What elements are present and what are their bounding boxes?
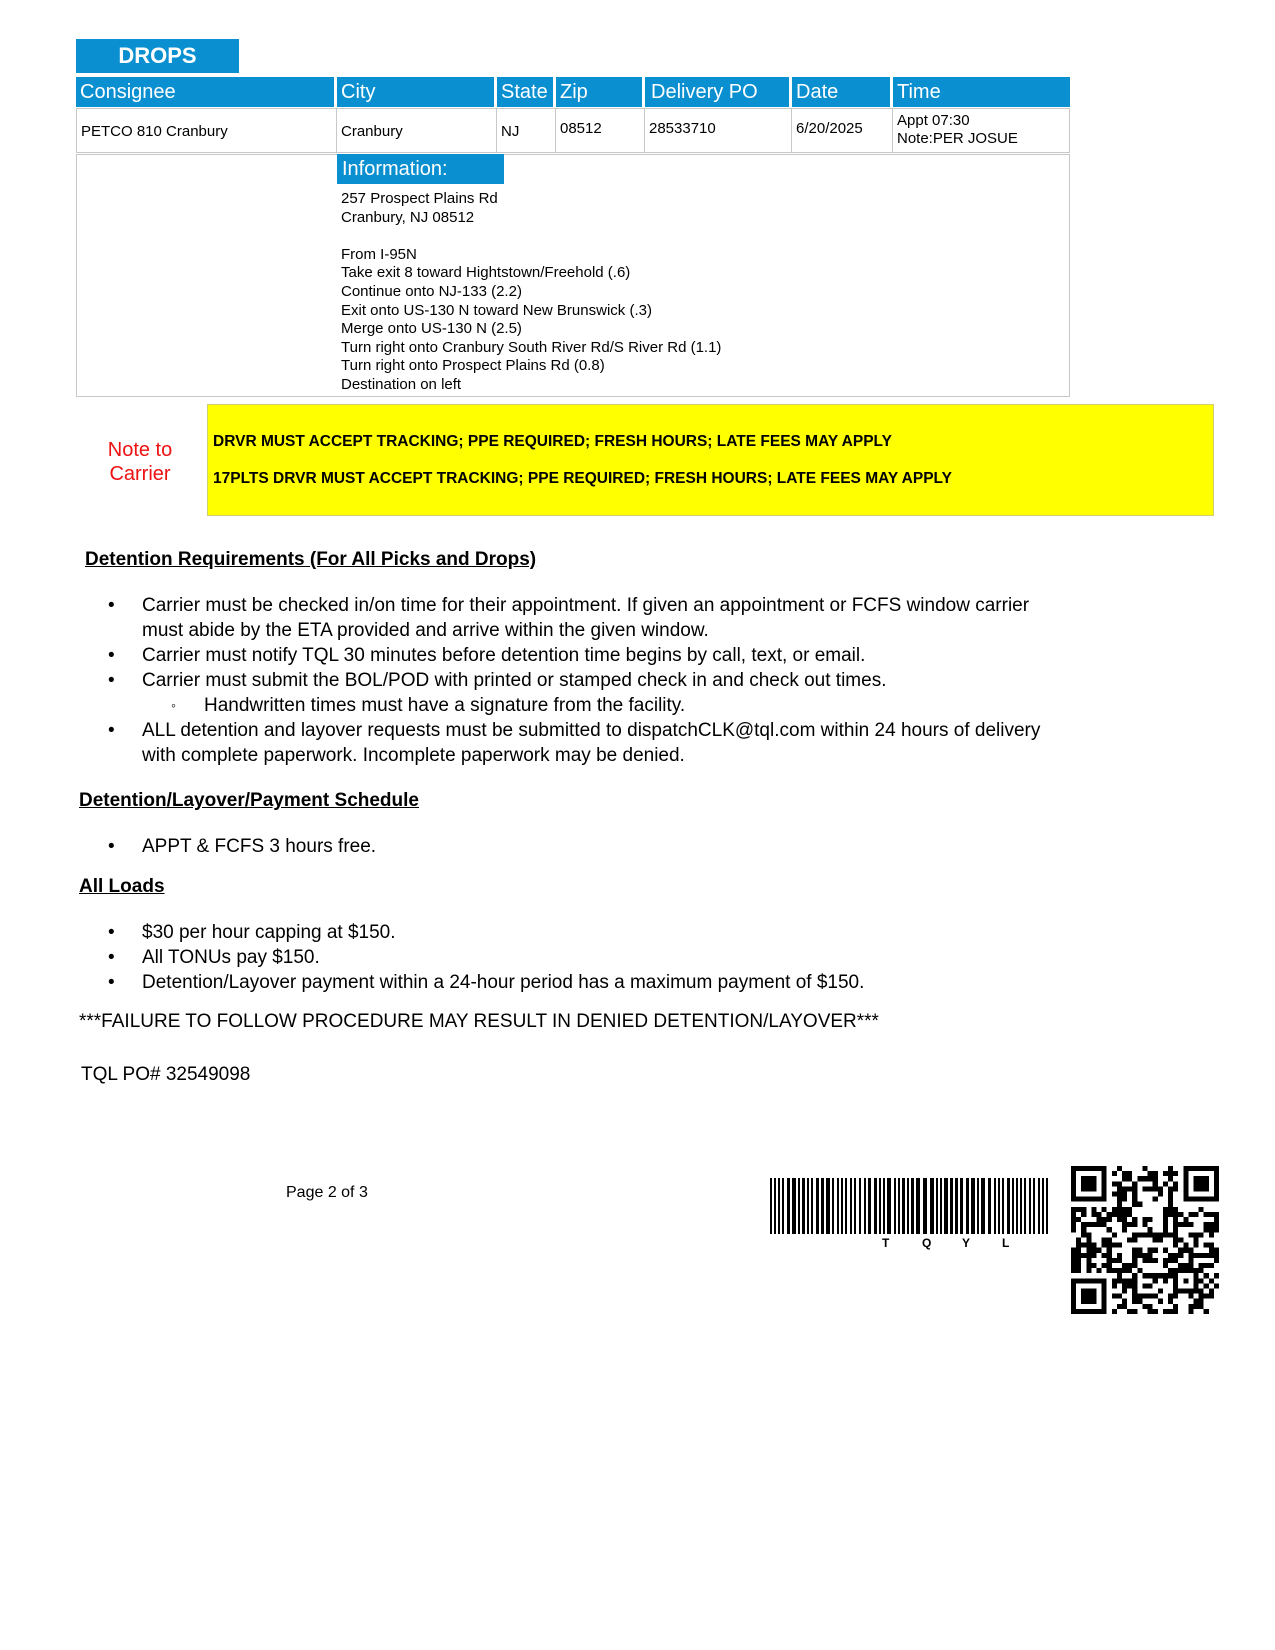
info-line: Take exit 8 toward Hightstown/Freehold (.6)	[341, 264, 631, 282]
list-item: • Carrier must be checked in/on time for their appointment. If given an appointment or FCFS window carrier must abide by the ETA provided and arrive within the given window.	[108, 595, 1030, 641]
bullet-text: ALL detention and layover requests must be submitted to dispatchCLK@tql.com within 24 hours of delivery with complete paperwork. Incomplete paperwork may be denied.	[142, 720, 1041, 766]
list-item: • ALL detention and layover requests must be submitted to dispatchCLK@tql.com within 24 hours of delivery with complete paperwork. Incomplete paperwork may be denied.	[108, 720, 1041, 766]
note-line: 17PLTS DRVR MUST ACCEPT TRACKING; PPE REQUIRED; FRESH HOURS; LATE FEES MAY APPLY	[213, 470, 952, 487]
col-header-city: City	[337, 77, 494, 107]
col-header-state: State	[497, 77, 553, 107]
qr-code-icon	[1071, 1166, 1219, 1314]
schedule-heading: Detention/Layover/Payment Schedule	[79, 790, 419, 811]
info-line: Continue onto NJ-133 (2.2)	[341, 282, 522, 300]
all-loads-heading: All Loads	[79, 876, 165, 897]
info-line: 257 Prospect Plains Rd	[341, 190, 498, 207]
info-line: Destination on left	[341, 375, 462, 393]
list-item: • APPT & FCFS 3 hours free.	[108, 836, 377, 857]
bullet-text: Carrier must be checked in/on time for their appointment. If given an appointment or FCFS window carrier must abide by the ETA provided and arrive within the given window.	[142, 595, 1030, 641]
note-to-carrier-label	[95, 438, 185, 486]
col-header-delivery-po: Delivery PO	[645, 77, 789, 107]
list-item: • Detention/Layover payment within a 24-hour period has a maximum payment of $150.	[108, 972, 865, 993]
cell-city	[336, 108, 497, 153]
drops-table	[76, 77, 1070, 397]
bullet-text: $30 per hour capping at $150.	[142, 922, 396, 943]
time-note-value: Note:PER JOSUE	[897, 130, 1018, 147]
list-item: • $30 per hour capping at $150.	[108, 922, 396, 943]
barcode-letter: Y	[962, 1236, 971, 1250]
info-line	[341, 227, 721, 246]
barcode-letter: L	[1002, 1236, 1010, 1250]
info-line: Exit onto US-130 N toward New Brunswick (.3)	[341, 301, 652, 319]
city-value: Cranbury	[341, 123, 403, 140]
bullet-text: Carrier must submit the BOL/POD with printed or stamped check in and check out times.	[142, 670, 887, 691]
time-appt-value: Appt 07:30	[897, 112, 970, 129]
barcode-icon	[770, 1178, 1052, 1234]
detention-list	[80, 593, 1060, 768]
drops-title: DROPS	[76, 39, 239, 73]
zip-value: 08512	[560, 120, 602, 137]
delivery-po-value: 28533710	[649, 120, 716, 137]
barcode-letter: T	[882, 1236, 890, 1250]
info-line: Cranbury, NJ 08512	[341, 208, 475, 226]
cell-date	[791, 108, 893, 153]
cell-delivery-po	[644, 108, 792, 153]
bullet-text: Handwritten times must have a signature from the facility.	[204, 695, 686, 716]
cell-time	[892, 108, 1070, 153]
info-line: From I-95N	[341, 245, 417, 263]
list-item: • Carrier must submit the BOL/POD with printed or stamped check in and check out times.	[108, 670, 887, 691]
note-line: DRVR MUST ACCEPT TRACKING; PPE REQUIRED; FRESH HOURS; LATE FEES MAY APPLY	[213, 433, 892, 450]
cell-consignee	[76, 108, 337, 153]
state-value: NJ	[501, 123, 520, 140]
info-line: Turn right onto Prospect Plains Rd (0.8)	[341, 357, 605, 375]
consignee-value: PETCO 810 Cranbury	[81, 123, 228, 140]
sub-list-item: ◦ Handwritten times must have a signature from the facility.	[171, 695, 686, 716]
tql-po-number: TQL PO# 32549098	[81, 1064, 251, 1085]
date-value: 6/20/2025	[796, 120, 863, 137]
col-header-zip: Zip	[556, 77, 642, 107]
information-label: Information:	[337, 154, 504, 184]
cell-zip	[555, 108, 645, 153]
col-header-time: Time	[893, 77, 1070, 107]
bullet-text: All TONUs pay $150.	[142, 947, 320, 968]
detention-heading: Detention Requirements (For All Picks and Drops)	[85, 549, 537, 570]
note-label-line: Note to	[107, 439, 173, 461]
failure-warning: ***FAILURE TO FOLLOW PROCEDURE MAY RESULT IN DENIED DETENTION/LAYOVER***	[79, 1011, 879, 1032]
page-number: Page 2 of 3	[286, 1184, 368, 1201]
bullet-text: Carrier must notify TQL 30 minutes before detention time begins by call, text, or email.	[142, 645, 866, 666]
barcode-letter: Q	[922, 1236, 932, 1250]
note-label-line: Carrier	[109, 463, 171, 485]
list-item: • All TONUs pay $150.	[108, 947, 320, 968]
info-line: Merge onto US-130 N (2.5)	[341, 320, 522, 338]
col-header-date: Date	[792, 77, 890, 107]
information-text	[341, 190, 721, 395]
barcode-letters	[882, 1236, 1042, 1250]
schedule-list	[80, 834, 1060, 859]
note-to-carrier-box	[207, 404, 1214, 516]
bullet-text: APPT & FCFS 3 hours free.	[142, 836, 377, 857]
col-header-consignee: Consignee	[76, 77, 334, 107]
info-line: Turn right onto Cranbury South River Rd/S River Rd (1.1)	[341, 338, 722, 356]
cell-state	[496, 108, 556, 153]
all-loads-list	[80, 920, 1060, 995]
list-item: • Carrier must notify TQL 30 minutes before detention time begins by call, text, or email.	[108, 645, 866, 666]
bullet-text: Detention/Layover payment within a 24-hour period has a maximum payment of $150.	[142, 972, 865, 993]
